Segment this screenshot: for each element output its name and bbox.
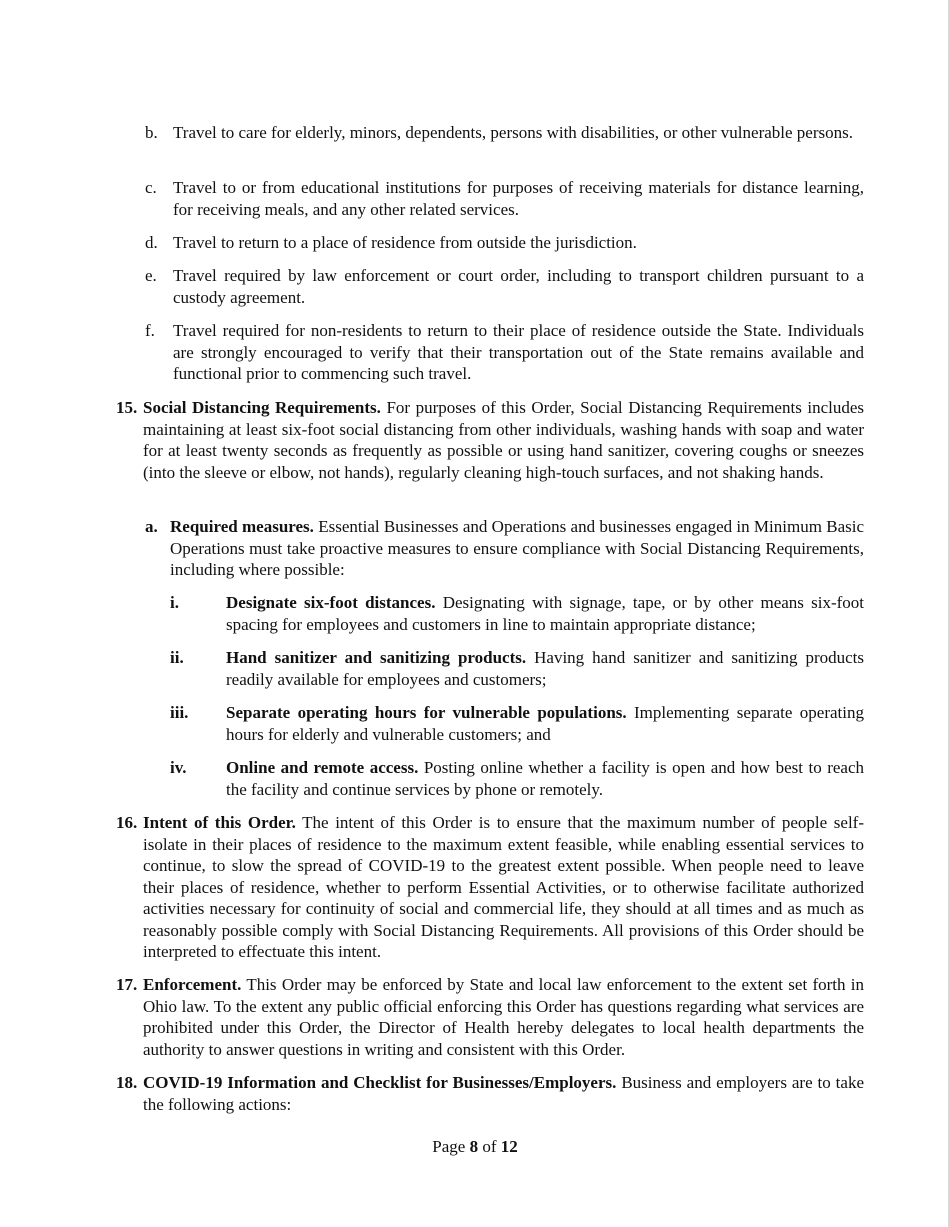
subsection-label: a.: [145, 517, 158, 536]
section-text: For purposes of this Order, Social Distancing Requirements includes maintaining at least six-foot social distancing from other individuals, washing hands with soap and water for at least twenty seconds as frequently as possible or using hand sanitizer, covering coughs or sneezes (into the sleeve or elbow, not hands), regularly cleaning high-touch surfaces, and not shaking hands.: [143, 398, 865, 482]
travel-item-c: Travel to or from educational institutions for purposes of receiving materials for distance learning, for receiving meals, and any other related services.: [173, 178, 864, 219]
section-text: This Order may be enforced by State and local law enforcement to the extent set forth in Ohio law. To the extent any public official enforcing this Order has questions regarding what services are prohibited under this Order, the Director of Health hereby delegates to local health departments the authority to answer questions in writing and consistent with this Order.: [143, 975, 864, 1059]
item-label: e.: [145, 266, 157, 285]
footer-middle: of: [478, 1137, 501, 1156]
section-16: [143, 812, 864, 963]
measure-label: ii.: [170, 648, 184, 667]
section-number: 16.: [116, 813, 138, 832]
measure-i: [226, 592, 864, 635]
subsection-heading: Required measures.: [170, 517, 314, 536]
section-18: [143, 1072, 864, 1115]
item-label: d.: [145, 233, 158, 252]
subsection-a: [170, 516, 864, 581]
section-heading: Intent of this Order.: [143, 813, 296, 832]
measure-label: iii.: [170, 703, 189, 722]
section-text: Business and employers are to take the following actions:: [143, 1073, 864, 1114]
section-number: 18.: [116, 1073, 138, 1092]
measure-heading: Designate six-foot distances.: [226, 593, 436, 612]
measure-iii: [226, 702, 864, 745]
item-label: c.: [145, 178, 157, 197]
measure-label: i.: [170, 593, 179, 612]
measure-text: Posting online whether a facility is open and how best to reach the facility and continue services by phone or remotely.: [226, 758, 864, 799]
page-footer: [0, 1136, 950, 1158]
section-heading: COVID-19 Information and Checklist for Businesses/Employers.: [143, 1073, 617, 1092]
section-heading: Enforcement.: [143, 975, 242, 994]
measure-text: Designating with signage, tape, or by other means six-foot spacing for employees and customers in line to maintain appropriate distance;: [226, 593, 865, 634]
section-text: The intent of this Order is to ensure that the maximum number of people self-isolate in their places of residence to the maximum extent feasible, while enabling essential services to continue, to slow the spread of COVID-19 to the greatest extent possible. When people need to leave their places of residence, whether to perform Essential Activities, or to otherwise facilitate authorized activities necessary for continuity of social and commercial life, they should at all times and as much as reasonably possible comply with Social Distancing Requirements. All provisions of this Order should be interpreted to effectuate this intent.: [143, 813, 864, 961]
section-heading: Social Distancing Requirements.: [143, 398, 381, 417]
section-17: [143, 974, 864, 1060]
section-number: 15.: [116, 398, 138, 417]
measure-heading: Separate operating hours for vulnerable populations.: [226, 703, 627, 722]
measure-iv: [226, 757, 864, 800]
travel-item-e: Travel required by law enforcement or court order, including to transport children pursuant to a custody agreement.: [173, 266, 864, 307]
section-number: 17.: [116, 975, 138, 994]
travel-item-d: Travel to return to a place of residence from outside the jurisdiction.: [173, 233, 637, 252]
footer-prefix: Page: [432, 1137, 470, 1156]
footer-total-pages: 12: [500, 1137, 518, 1156]
measure-label: iv.: [170, 758, 187, 777]
measure-text: Implementing separate operating hours for elderly and vulnerable customers; and: [226, 703, 864, 744]
item-label: f.: [145, 321, 155, 340]
measure-heading: Online and remote access.: [226, 758, 419, 777]
measure-heading: Hand sanitizer and sanitizing products.: [226, 648, 527, 667]
travel-item-b: Travel to care for elderly, minors, dependents, persons with disabilities, or other vulnerable persons.: [173, 123, 853, 142]
travel-item-f: Travel required for non-residents to return to their place of residence outside the State. Individuals are strongly encouraged to verify that their transportation out of the State remains available and functional prior to commencing such travel.: [173, 321, 864, 383]
section-15: [143, 397, 864, 483]
subsection-text: Essential Businesses and Operations and businesses engaged in Minimum Basic Operations must take proactive measures to ensure compliance with Social Distancing Requirements, including where possible:: [170, 517, 865, 579]
measure-ii: [226, 647, 864, 690]
measure-text: Having hand sanitizer and sanitizing products readily available for employees and customers;: [226, 648, 864, 689]
footer-current-page: 8: [469, 1137, 479, 1156]
item-label: b.: [145, 123, 158, 142]
